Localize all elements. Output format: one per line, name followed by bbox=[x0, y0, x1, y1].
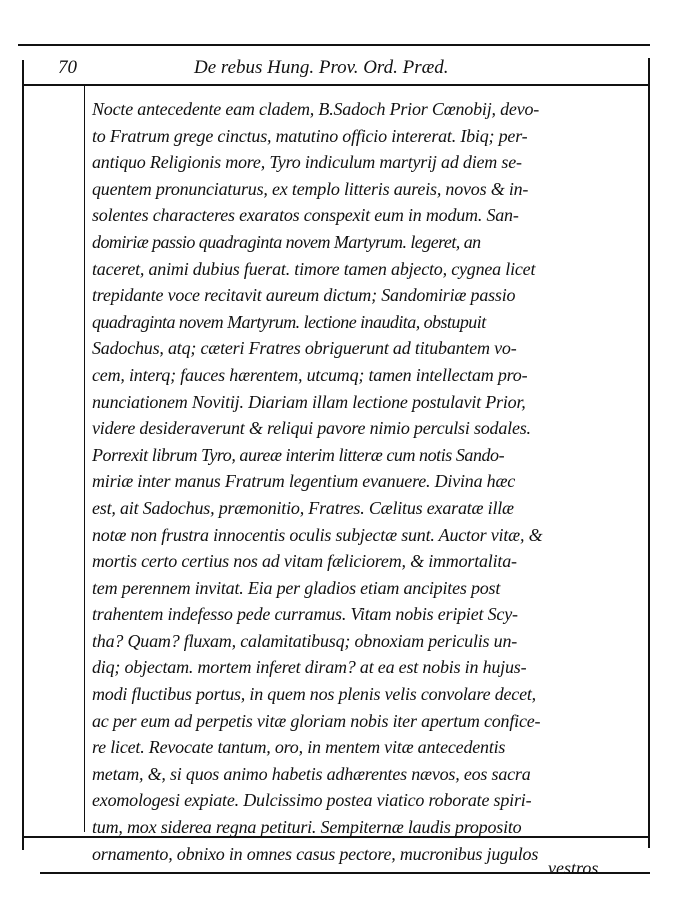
text-line: Nocte antecedente eam cladem, B.Sadoch Prior Cœnobij, devo- bbox=[92, 99, 540, 119]
page-number: 70 bbox=[58, 57, 77, 78]
text-line: to Fratrum grege cinctus, matutino officio intererat. Ibiq; per- bbox=[92, 125, 528, 146]
text-line: Porrexit librum Tyro, aureæ interim litteræ cum notis Sando- bbox=[92, 444, 505, 465]
text-line: videre desideraverunt & reliqui pavore nimio perculsi sodales. bbox=[92, 418, 531, 439]
text-line: solentes characteres exaratos conspexit eum in modum. San- bbox=[92, 205, 519, 226]
text-line: miriæ inter manus Fratrum legentium evanuere. Divina hæc bbox=[92, 471, 516, 492]
text-line: nunciationem Novitij. Diariam illam lectione postulavit Prior, bbox=[92, 391, 526, 412]
text-line: cem, interq; fauces hærentem, utcumq; tamen intellectam pro- bbox=[92, 364, 528, 385]
text-line: quadraginta novem Martyrum. lectione inaudita, obstupuit bbox=[92, 311, 486, 332]
text-line: trepidante voce recitavit aureum dictum; Sandomiriæ passio bbox=[92, 285, 516, 306]
text-line: tem perennem invitat. Eia per gladios etiam ancipites post bbox=[92, 577, 501, 598]
header-rule bbox=[22, 84, 650, 86]
text-line: tum, mox siderea regna petituri. Sempiternæ laudis proposito bbox=[92, 817, 522, 838]
left-border-rule bbox=[22, 60, 24, 850]
text-line: trahentem indefesso pede curramus. Vitam nobis eripiet Scy- bbox=[92, 604, 518, 625]
text-line: ornamento, obnixo in omnes casus pectore, mucronibus jugulos bbox=[92, 843, 539, 864]
text-line: notæ non frustra innocentis oculis subjectæ sunt. Auctor vitæ, & bbox=[92, 524, 543, 545]
text-line: ac per eum ad perpetis vitæ gloriam nobis iter apertum confice- bbox=[92, 710, 541, 731]
page-header bbox=[54, 54, 634, 82]
text-left-rule bbox=[84, 84, 85, 832]
right-border-rule bbox=[648, 58, 650, 848]
text-line: domiriæ passio quadraginta novem Martyrum. legeret, an bbox=[92, 231, 481, 252]
catchword: vestros bbox=[548, 858, 599, 878]
text-line: modi fluctibus portus, in quem nos plenis velis convolare decet, bbox=[92, 684, 536, 705]
running-title: De rebus Hung. Prov. Ord. Præd. bbox=[194, 57, 449, 78]
text-line: quentem pronunciaturus, ex templo litteris aureis, novos & in- bbox=[92, 178, 529, 199]
text-line: est, ait Sadochus, præmonitio, Fratres. Cælitus exaratæ illæ bbox=[92, 497, 514, 518]
text-line: diq; objectam. mortem inferet diram? at ea est nobis in hujus- bbox=[92, 657, 527, 678]
top-rule bbox=[18, 44, 650, 46]
body-text bbox=[92, 96, 627, 867]
text-line: antiquo Religionis more, Tyro indiculum martyrij ad diem se- bbox=[92, 152, 522, 173]
text-line: Sadochus, atq; cæteri Fratres obriguerunt ad titubantem vo- bbox=[92, 338, 517, 359]
text-line: taceret, animi dubius fuerat. timore tamen abjecto, cygnea licet bbox=[92, 258, 536, 279]
text-line: exomologesi expiate. Dulcissimo postea viatico roborate spiri- bbox=[92, 790, 532, 811]
text-line: metam, &, si quos animo habetis adhærentes nævos, eos sacra bbox=[92, 763, 531, 784]
text-line: tha? Quam? fluxam, calamitatibusq; obnoxiam periculis un- bbox=[92, 630, 518, 651]
text-line: re licet. Revocate tantum, oro, in mentem vitæ antecedentis bbox=[92, 737, 506, 758]
text-line: mortis certo certius nos ad vitam fæliciorem, & immortalita- bbox=[92, 551, 517, 572]
